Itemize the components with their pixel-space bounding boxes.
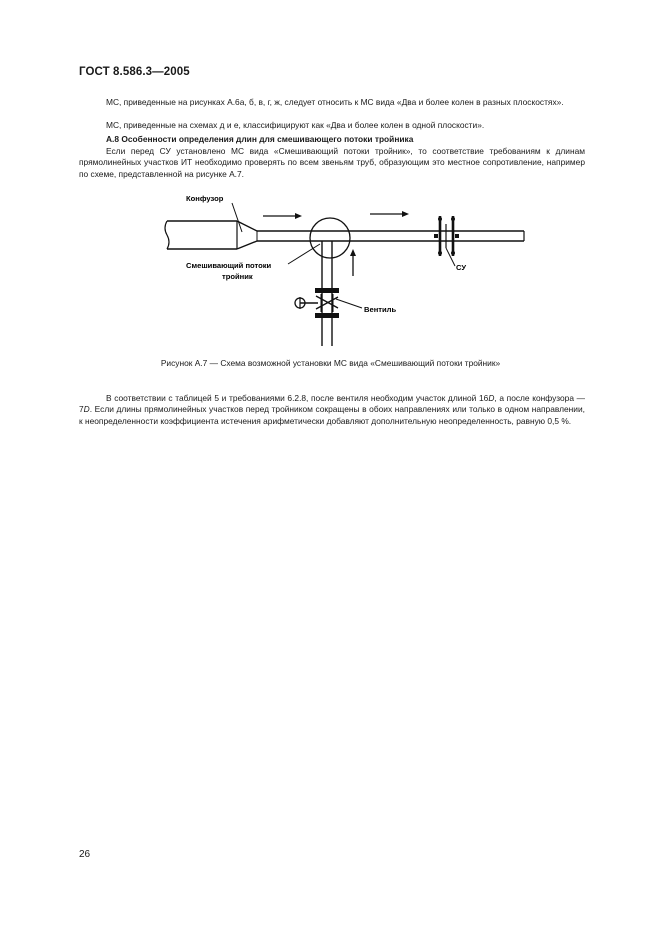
diameter-symbol-1: D (488, 393, 495, 403)
diameter-symbol-2: D (83, 404, 90, 415)
tee-leader-line (288, 244, 320, 264)
tee-label-line1: Смешивающий потоки (186, 261, 272, 270)
flow-arrow-branch-up (350, 249, 356, 276)
paragraph-part-2: , а после конфузора — 7 (79, 393, 585, 415)
inlet-pipe (165, 221, 237, 249)
tee-label-line2: тройник (222, 272, 253, 281)
paragraph-length-requirements (79, 393, 585, 427)
mixing-tee-schematic (150, 186, 540, 346)
valve-label: Вентиль (364, 305, 397, 314)
paragraph-part-3: . Если длины прямолинейных участков перед тройником сокращены в обоих направлениях или только в одном направлении, к неопределенности коэффициента истечения арифметически добавляют дополнительную неопределенность, равную 0,5 %. (79, 404, 585, 426)
paragraph-mixing-tee-requirements: Если перед СУ установлено МС вида «Смешивающий потоки тройник», то соответствие требованиям к длинам прямолинейных участков ИТ необходимо проверять по всем звеньям труб, образующим это местное сопротивление, например по схеме, представленной на рисунке А.7. (79, 146, 585, 179)
flow-arrow-upstream (263, 213, 302, 219)
page-number: 26 (79, 849, 91, 860)
section-heading-a8: А.8 Особенности определения длин для смешивающего потоки тройника (106, 134, 414, 144)
paragraph-ms-different-planes: МС, приведенные на рисунках А.6а, б, в, г, ж, следует относить к МС вида «Два и более колен в разных плоскостях». (106, 97, 564, 107)
valve-leader-line (336, 299, 362, 308)
figure-caption: Рисунок А.7 — Схема возможной установки МС вида «Смешивающий потоки тройник» (160, 358, 501, 368)
document-header: ГОСТ 8.586.3—2005 (79, 66, 190, 78)
main-pipe (257, 231, 524, 241)
paragraph-ms-same-plane: МС, приведенные на схемах д и е, классифицируют как «Два и более колен в одной плоскости». (106, 120, 485, 130)
flow-arrow-downstream (370, 211, 409, 217)
confuser-label: Конфузор (186, 194, 224, 203)
su-label: СУ (456, 263, 467, 272)
tee-highlight-circle (310, 218, 350, 258)
figure-a7-diagram (150, 186, 540, 346)
paragraph-part-1: В соответствии с таблицей 5 и требованиями 6.2.8, после вентиля необходим участок длиной 16 (106, 393, 489, 403)
